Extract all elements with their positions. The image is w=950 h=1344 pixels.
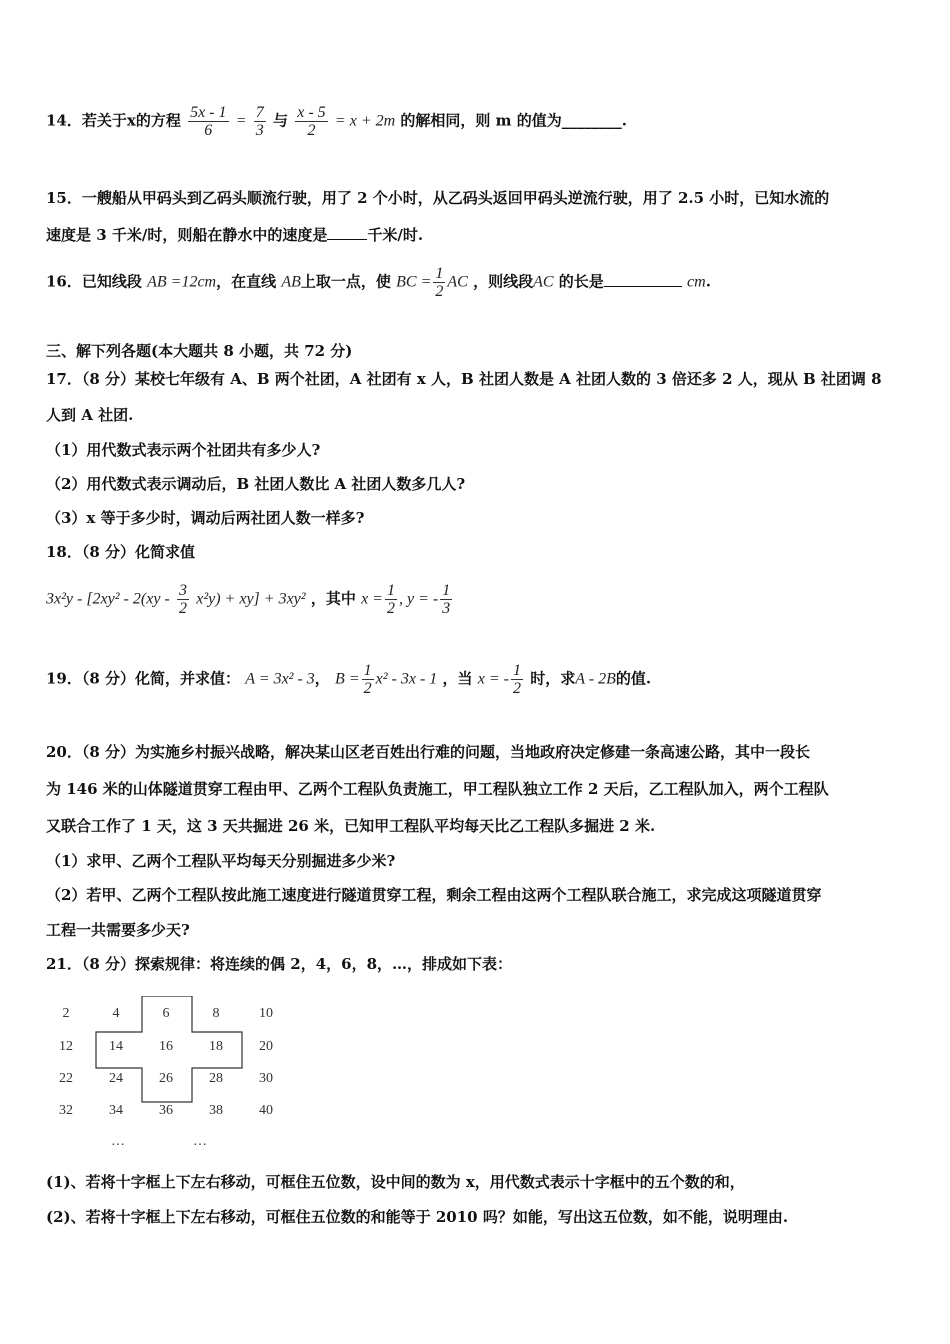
- table-cell: 40: [259, 1103, 273, 1118]
- q19-b-fraction: $\frac{1}{2}$: [363, 662, 372, 697]
- table-cell: 26: [159, 1071, 173, 1086]
- table-cell: 18: [209, 1039, 223, 1054]
- table-cell: 22: [59, 1071, 73, 1086]
- q18-y-fraction: $\frac{1}{3}$: [442, 582, 451, 617]
- question-20-line-1: 20．（8 分）为实施乡村振兴战略，解决某山区老百姓出行难的问题，当地政府决定修建一条高速公路，其中一段长: [46, 743, 811, 761]
- question-15-line-2: 速度是 3 千米/时，则船在静水中的速度是 千米/时.: [46, 226, 424, 244]
- table-cell: 32: [59, 1103, 73, 1118]
- table-cell: 34: [109, 1103, 123, 1118]
- table-cell: 4: [112, 1006, 120, 1021]
- table-cell: 28: [209, 1071, 223, 1086]
- question-14: [46, 104, 627, 139]
- ellipsis-1: …: [111, 1134, 125, 1149]
- q14-fraction-1: $\frac{5x - 1}{6}$: [190, 104, 227, 139]
- question-17-part-2: （2）用代数式表示调动后，B 社团人数比 A 社团人数多几人?: [46, 475, 466, 493]
- q14-suffix: 的解相同，则 m 的值为________.: [400, 111, 627, 130]
- question-17-line-2: 人到 A 社团.: [46, 406, 134, 424]
- q14-rhs: = x + 2m: [334, 112, 396, 130]
- q14-fraction-2: $\frac{7}{3}$: [255, 104, 264, 139]
- question-20-part-1: （1）求甲、乙两个工程队平均每天分别掘进多少米?: [46, 852, 396, 870]
- question-15-line-1: 15．一艘船从甲码头到乙码头顺流行驶，用了 2 个小时，从乙码头返回甲码头逆流行驶，用了 2.5 小时，已知水流的: [46, 189, 830, 207]
- table-cell: 24: [109, 1071, 123, 1086]
- q14-prefix: 14．若关于x的方程: [46, 111, 181, 130]
- table-cell: 10: [259, 1006, 273, 1021]
- q14-equals: =: [235, 112, 247, 130]
- answer-blank[interactable]: [604, 272, 682, 287]
- question-21-part-2: (2)、若将十字框上下左右移动，可框住五位数的和能等于 2010 吗？如能，写出这五位数，如不能，说明理由.: [46, 1208, 789, 1226]
- question-16: 16．已知线段 AB =12cm，在直线 AB上取一点，使 BC = $\frac{1}{2}$ AC ，则线段AC 的长是 cm.: [46, 265, 711, 300]
- q19-x-fraction: $\frac{1}{2}$: [513, 662, 521, 697]
- q14-fraction-3: $\frac{x - 5}{2}$: [297, 104, 326, 139]
- question-21-title: 21．（8 分）探索规律：将连续的偶 2，4，6，8，…，排成如下表：: [46, 955, 513, 973]
- question-20-line-2: 为 146 米的山体隧道贯穿工程由甲、乙两个工程队负责施工，甲工程队独立工作 2 天后，乙工程队加入，两个工程队: [46, 780, 829, 798]
- question-17-part-3: （3）x 等于多少时，调动后两社团人数一样多?: [46, 509, 365, 527]
- question-19: 19．（8 分）化简，并求值： A = 3x² - 3， B = $\frac{1}{2}$ x² - 3x - 1 ，当 x = - $\frac{1}{2}$ 时，求A - 2B的值.: [46, 662, 652, 697]
- table-cell: 30: [259, 1071, 273, 1086]
- table-cell: 36: [159, 1103, 173, 1118]
- q14-and: 与: [273, 111, 289, 130]
- table-cell: 16: [159, 1039, 173, 1054]
- table-cell: 6: [162, 1006, 170, 1021]
- ellipsis-2: …: [193, 1134, 207, 1149]
- table-cell: 20: [259, 1039, 273, 1054]
- question-18-expression: 3x²y - [2xy² - 2(xy - $\frac{3}{2}$ x²y) + xy] + 3xy² ，其中 x = $\frac{1}{2}$ , y = - $\frac{1}{3}$: [46, 582, 451, 617]
- section-3-heading: 三、解下列各题(本大题共 8 小题，共 72 分): [46, 342, 353, 360]
- table-cell: 14: [109, 1039, 123, 1054]
- answer-blank[interactable]: [327, 225, 367, 240]
- question-20-part-2a: （2）若甲、乙两个工程队按此施工速度进行隧道贯穿工程，剩余工程由这两个工程队联合施工，求完成这项隧道贯穿: [46, 886, 822, 904]
- table-cell: 8: [212, 1006, 220, 1021]
- question-17-line-1: 17．（8 分）某校七年级有 A、B 两个社团，A 社团有 x 人，B 社团人数是 A 社团人数的 3 倍还多 2 人，现从 B 社团调 8: [46, 370, 882, 388]
- question-21-part-1: (1)、若将十字框上下左右移动，可框住五位数，设中间的数为 x，用代数式表示十字框中的五个数的和，: [46, 1173, 745, 1191]
- table-cell: 2: [62, 1006, 70, 1021]
- question-17-part-1: （1）用代数式表示两个社团共有多少人?: [46, 441, 321, 459]
- question-18-title: 18．（8 分）化简求值: [46, 543, 196, 561]
- q16-fraction: $\frac{1}{2}$: [435, 265, 444, 300]
- q18-fraction: $\frac{3}{2}$: [178, 582, 187, 617]
- question-20-part-2b: 工程一共需要多少天?: [46, 921, 190, 939]
- table-cell: 38: [209, 1103, 223, 1118]
- question-20-line-3: 又联合工作了 1 天，这 3 天共掘进 26 米，已知甲工程队平均每天比乙工程队多掘进 2 米.: [46, 817, 656, 835]
- q18-x-fraction: $\frac{1}{2}$: [386, 582, 395, 617]
- table-cell: 12: [59, 1039, 73, 1054]
